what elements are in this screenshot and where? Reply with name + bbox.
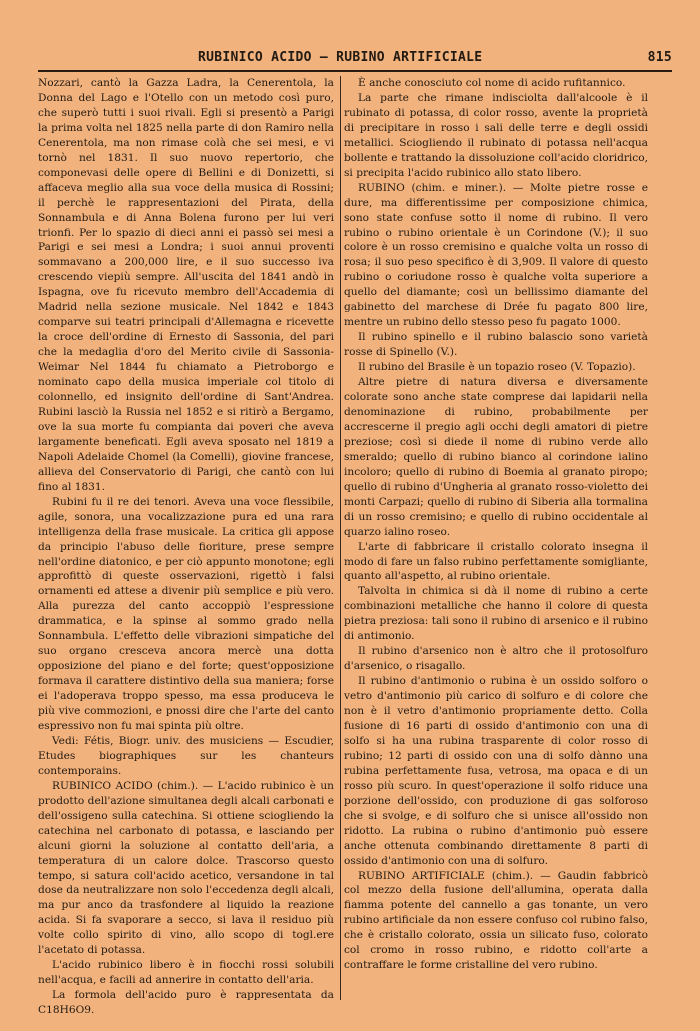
paragraph: La parte che rimane indisciolta dall'alcoole è il rubinato di potassa, di color rosso, avente la proprietà di precipitare in rosso i sali delle terre e degli ossidi metallici. Sciogliendo il rubinato di potassa nell'acqua bollente e trattando la dissoluzione coll'acido cloridrico, si precipita l'acido rubinico allo stato libero. bbox=[344, 91, 648, 179]
paragraph: L'acido rubinico libero è in fiocchi rossi solubili nell'acqua, e facili ad annerire in contatto dell'aria. bbox=[38, 959, 334, 987]
left-column bbox=[38, 76, 334, 1018]
paragraph: La formola dell'acido puro è rappresentata da C18H6O9. bbox=[38, 989, 334, 1017]
page-number: 815 bbox=[647, 50, 672, 65]
paragraph: Il rubino d'arsenico non è altro che il protosolfuro d'arsenico, o risagallo. bbox=[344, 645, 648, 673]
paragraph: Il rubino d'antimonio o rubina è un ossido solforo o vetro d'antimonio più carico di solfuro e di colore che non è il vetro d'antimonio propriamente detto. Colla fusione di 16 parti di ossido d'antimonio con una di solfo si ha una rubina trasparente di color rosso di rubino; 12 parti di ossido con una di solfo dànno una rubina perfettamente fusa, vetrosa, ma opaca e di un rosso più scuro. In quest'operazione il solfo riduce una porzione dell'ossido, con produzione di gas solforoso che si svolge, e di solfuro che si unisce all'ossido non ridotto. La rubina o rubino d'antimonio può essere anche ottenuta combinando direttamente 8 parti di ossido d'antimonio con una di solfuro. bbox=[344, 675, 648, 867]
paragraph: RUBINO ARTIFICIALE (chim.). — Gaudin fabbricò col mezzo della fusione dell'allumina, operata dalla fiamma potente del cannello a gas tonante, un vero rubino artificiale da non essere confuso col rubino falso, che è cristallo colorato, ossia un silicato fuso, colorato col cromo in rosso rubino, e ridotto coll'arte a contraffare le forme cristalline del vero rubino. bbox=[344, 869, 648, 972]
paragraph: Vedi: Fétis, Biogr. univ. des musiciens — Escudier, Etudes biographiques sur les chanteurs contemporains. bbox=[38, 734, 334, 777]
header-title: RUBINICO ACIDO — RUBINO ARTIFICIALE bbox=[198, 50, 483, 65]
paragraph: Nozzari, cantò la Gazza Ladra, la Cenerentola, la Donna del Lago e l'Otello con un metodo così puro, che superò tutti i suoi rivali. Egli si presentò a Parigi la prima volta nel 1825 nella parte di don Ramiro nella Cenerentola, ma non rimase colà che sei mesi, e vi tornò nel 1831. Il suo nuovo repertorio, che componevasi delle opere di Bellini e di Donizetti, si affaceva meglio alla sua voce della musica di Rossini; il perchè le rappresentazioni del Pirata, della Sonnambula e di Anna Bolena furono per lui veri trionfi. Per lo spazio di dieci anni ei passò sei mesi a Parigi e sei mesi a Londra; i suoi annui proventi sommavano a 200,000 lire, e il suo successo iva crescendo viepiù sempre. All'uscita del 1841 andò in Ispagna, ove fu ricevuto membro dell'Accademia di Madrid nella sezione musicale. Nel 1842 e 1843 comparve sui teatri principali d'Allemagna e ricevette la croce dell'ordine di Ernesto di Sassonia, del pari che la medaglia d'oro del Merito civile di Sassonia-Weimar Nel 1844 fu chiamato a Pietroborgo e nominato capo della musica imperiale col titolo di colonnello, ed insignito dell'ordine di Sant'Andrea. Rubini lasciò la Russia nel 1852 e si ritirò a Bergamo, ove la sua morte fu compianta dai poveri che aveva largamente beneficati. Egli aveva sposato nel 1819 a Napoli Adelaide Chomel (la Comelli), giovine francese, allieva del Conservatorio di Parigi, che cantò con lui fino al 1831. bbox=[38, 77, 334, 493]
paragraph: RUBINICO ACIDO (chim.). — L'acido rubinico è un prodotto dell'azione simultanea degli alcali carbonati e dell'ossigeno sulla catechina. Si ottiene sciogliendo la catechina nel carbonato di potassa, e lasciando per alcuni giorni la soluzione al contatto dell'aria, a temperatura di un calore dolce. Trascorso questo tempo, si satura coll'acido acetico, versandone in tal dose da neutralizzare non solo l'eccedenza degli alcali, ma pur anco da trasfondere al liquido la reazione acida. Si fa svaporare a secco, si lava il residuo più volte collo spirito di vino, allo scopo di togl.ere l'acetato di potassa. bbox=[38, 779, 334, 957]
paragraph: Rubini fu il re dei tenori. Aveva una voce flessibile, agile, sonora, una vocalizzazione pura ed una rara intelligenza della frase musicale. La critica gli appose da principio l'abuso delle fioriture, prese sempre nell'ordine diatonico, e per ciò appunto monotone; egli approfittò di queste osservazioni, rigettò i falsi ornamenti ed attese a divenir più semplice e più vero. Alla purezza del canto accoppiò l'espressione drammatica, e la spinse al sommo grado nella Sonnambula. L'effetto delle vibrazioni simpatiche del suo organo cresceva ancora mercè una dotta opposizione del piano e del forte; quest'opposizione formava il carattere distintivo della sua maniera; forse ei l'adoperava troppo spesso, ma essa produceva le più vive commozioni, e pnossi dire che l'arte del canto espressivo non fu mai spinta più oltre. bbox=[38, 495, 334, 732]
paragraph: L'arte di fabbricare il cristallo colorato insegna il modo di fare un falso rubino perfettamente somigliante, quanto all'aspetto, al rubino orientale. bbox=[344, 540, 648, 583]
column-divider bbox=[340, 76, 341, 1000]
paragraph: Talvolta in chimica si dà il nome di rubino a certe combinazioni metalliche che hanno il colore di questa pietra preziosa: tali sono il rubino di arsenico e il rubino di antimonio. bbox=[344, 585, 648, 643]
running-header bbox=[38, 48, 672, 68]
paragraph: È anche conosciuto col nome di acido rufitannico. bbox=[358, 77, 626, 89]
paragraph: Il rubino spinello e il rubino balascio sono varietà rosse di Spinello (V.). bbox=[344, 331, 648, 359]
right-column bbox=[344, 76, 648, 973]
header-rule bbox=[38, 70, 672, 72]
paragraph: Il rubino del Brasile è un topazio roseo (V. Topazio). bbox=[358, 361, 636, 374]
paragraph: Altre pietre di natura diversa e diversamente colorate sono anche state comprese dai lapidarii nella denominazione di rubino, probabilmente per accrescerne il pregio agli occhi degli amatori di pietre preziose; così si diede il nome di rubino verde allo smeraldo; quello di rubino bianco al corindone ialino incoloro; quello di rubino di Boemia al granato piropo; quello di rubino d'Ungheria al granato rosso-violetto dei monti Carpazi; quello di rubino di Siberia alla tormalina di un rosso cremisino; e quello di rubino occidentale al quarzo ialino roseo. bbox=[344, 376, 648, 538]
paragraph: RUBINO (chim. e miner.). — Molte pietre rosse e dure, ma differentissime per composizione chimica, sono state confuse sotto il nome di rubino. Il vero rubino o rubino orientale è un Corindone (V.); il suo colore è un rosso cremisino e qualche volta un rosso di rosa; il suo peso specifico è di 3,909. Il valore di questo rubino o coriudone rosso è qualche volta superiore a quello del diamante; così un bellissimo diamante del gabinetto del marchese di Drée fu pagato 800 lire, mentre un rubino dello stesso peso fu pagato 1000. bbox=[344, 181, 648, 329]
